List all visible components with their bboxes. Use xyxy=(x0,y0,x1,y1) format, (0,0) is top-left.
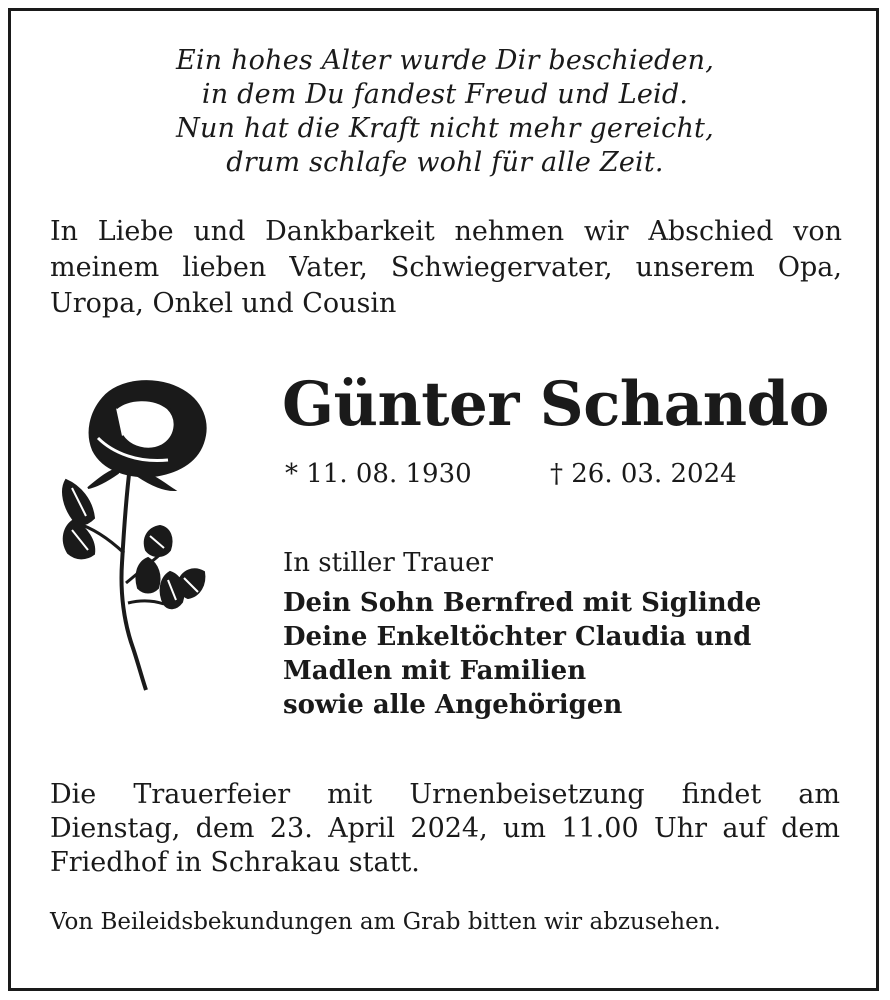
mourner-line: sowie alle Angehörigen xyxy=(283,690,623,720)
deceased-name: Günter Schando xyxy=(282,369,829,440)
ceremony-text xyxy=(50,778,840,880)
poem-line: drum schlafe wohl für alle Zeit. xyxy=(226,147,664,178)
death-date: † 26. 03. 2024 xyxy=(550,459,737,489)
ceremony-line: Friedhof in Schrakau statt. xyxy=(50,847,420,878)
intro-line: In Liebe und Dankbarkeit nehmen wir Abschied von xyxy=(50,216,842,247)
poem-line: Ein hohes Alter wurde Dir beschieden, xyxy=(175,45,715,76)
intro-line: meinem lieben Vater, Schwiegervater, unserem Opa, xyxy=(50,252,842,283)
intro-text xyxy=(50,214,842,322)
mourner-line: Madlen mit Familien xyxy=(283,656,587,686)
intro-line: Uropa, Onkel und Cousin xyxy=(50,288,397,319)
ceremony-line: Die Trauerfeier mit Urnenbeisetzung findet am xyxy=(50,779,840,810)
condolence-note: Von Beileidsbekundungen am Grab bitten wir abzusehen. xyxy=(50,909,721,935)
mourner-line: Dein Sohn Bernfred mit Siglinde xyxy=(283,588,762,618)
poem xyxy=(0,44,890,180)
mourning-label: In stiller Trauer xyxy=(283,548,493,578)
birth-date: * 11. 08. 1930 xyxy=(285,459,472,489)
mourners-list xyxy=(283,586,761,722)
poem-line: in dem Du fandest Freud und Leid. xyxy=(201,79,689,110)
poem-line: Nun hat die Kraft nicht mehr gereicht, xyxy=(176,113,714,144)
rose-icon xyxy=(58,378,218,696)
mourner-line: Deine Enkeltöchter Claudia und xyxy=(283,622,752,652)
ceremony-line: Dienstag, dem 23. April 2024, um 11.00 Uhr auf dem xyxy=(50,813,840,844)
